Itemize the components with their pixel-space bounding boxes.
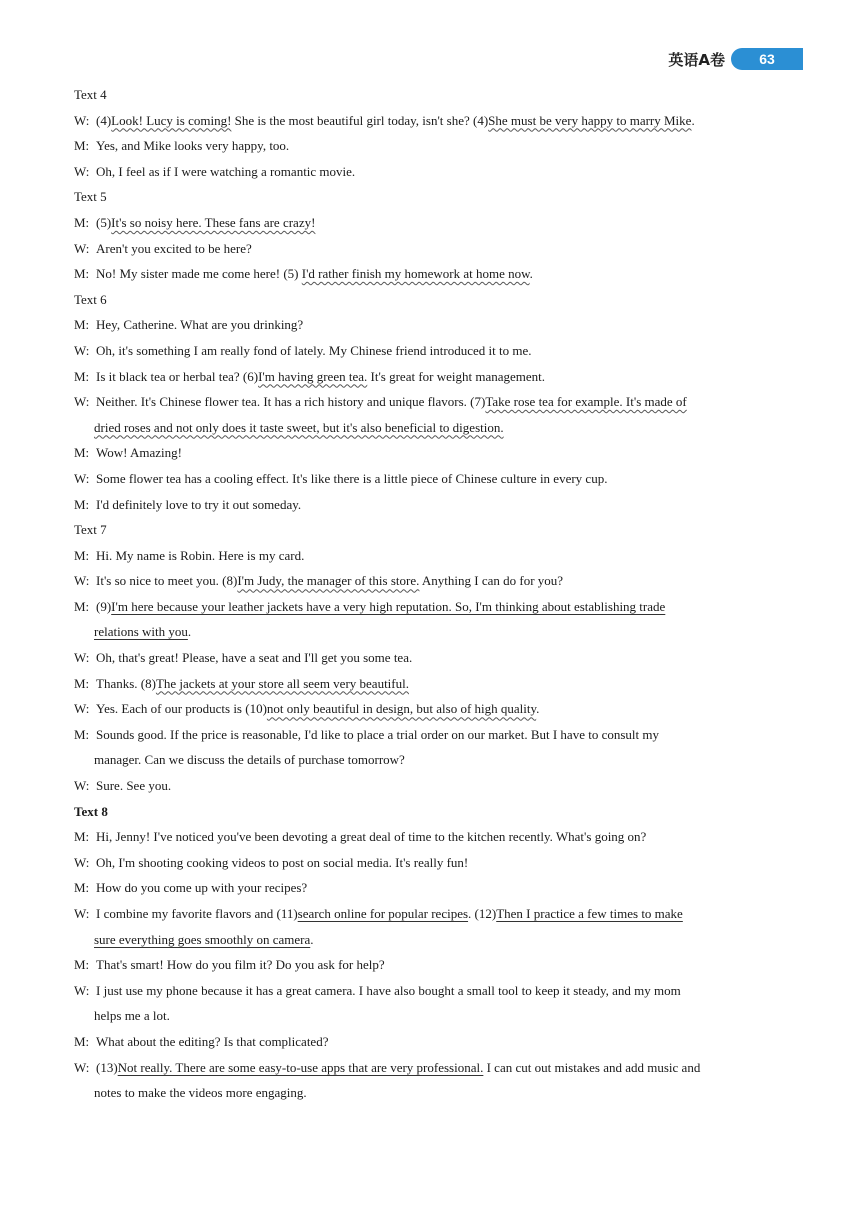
speaker-label: M: [74,598,90,614]
underlined-answer: She must be very happy to marry Mike [488,112,692,128]
dialogue-line [74,543,786,569]
dialogue-line [74,645,786,671]
page-number-badge: 63 [731,48,803,70]
dialogue-line [74,952,786,978]
text-run: Hi. My name is Robin. Here is my card. [96,547,305,563]
dialogue-line [74,773,786,799]
speaker-label: W: [74,112,90,128]
section-title: Text 4 [74,87,107,102]
underlined-answer: I'm Judy, the manager of this store. [237,573,420,589]
dialogue-line [74,568,786,594]
dialogue-line [74,978,786,1004]
section-title: Text 5 [74,189,107,205]
text-run: . [529,266,533,282]
subject-label: 英语A卷 [668,50,725,69]
text-run: . [187,624,192,640]
speaker-label: M: [74,726,90,742]
dialogue-line [74,389,786,415]
text-run: Oh, it's something I am really fond of lately. My Chinese friend introduced it to me. [96,342,532,358]
speaker-label: M: [74,445,90,461]
speaker-label: W: [74,394,90,410]
speaker-label: W: [74,342,90,358]
speaker-label: W: [74,854,90,870]
text-run: . [310,931,314,947]
page-header [668,48,803,70]
underlined-answer: dried roses and not only does it taste sweet, but it's also beneficial to digestion. [94,419,504,435]
dialogue-line [74,492,786,518]
speaker-label: W: [74,1059,90,1075]
underlined-answer: I'm here because your leather jackets have a very high reputation. So, I'm thinking about establishing trade [111,598,666,614]
text-run: Oh, I'm shooting cooking videos to post on social media. It's really fun! [96,854,469,870]
text-run: Anything I can do for you? [419,573,564,589]
dialogue-line [74,696,786,722]
text-run: Aren't you excited to be here? [96,240,252,256]
text-run: notes to make the videos more engaging. [94,1085,307,1101]
dialogue-line [74,236,786,262]
text-run: . [691,112,695,128]
text-run: Yes. Each of our products is (10) [96,701,267,717]
underlined-answer: I'm having green tea. [258,368,368,384]
underlined-answer: not only beautiful in design, but also of high quality [266,701,537,717]
speaker-label: W: [74,240,90,256]
text-run: Wow! Amazing! [96,445,182,461]
underlined-answer: Take rose tea for example. It's made of [485,394,687,410]
underlined-answer: Look! Lucy is coming! [111,112,232,128]
text-run: Neither. It's Chinese flower tea. It has a rich history and unique flavors. (7) [96,394,486,410]
text-run: She is the most beautiful girl today, isn't she? (4) [231,112,489,128]
dialogue-continuation [74,619,786,645]
speaker-label: M: [74,214,90,230]
text-run: manager. Can we discuss the details of purchase tomorrow? [94,752,405,768]
speaker-label: W: [74,470,90,486]
text-run: I can cut out mistakes and add music and [483,1059,701,1075]
speaker-label: M: [74,266,90,282]
underlined-answer: relations with you [94,624,188,640]
dialogue-continuation [74,747,786,773]
dialogue-line [74,850,786,876]
dialogue-line [74,108,786,134]
section-title: Text 7 [74,522,107,538]
text-run: It's so nice to meet you. (8) [96,573,238,589]
dialogue-continuation [74,927,786,953]
section-title: Text 8 [74,803,108,819]
dialogue-line [74,901,786,927]
speaker-label: M: [74,957,90,973]
speaker-label: M: [74,829,90,845]
underlined-answer: It's so noisy here. These fans are crazy! [111,214,316,230]
speaker-label: M: [74,368,90,384]
dialogue-line [74,210,786,236]
text-run: Yes, and Mike looks very happy, too. [96,138,290,154]
speaker-label: W: [74,163,90,179]
text-run: . (12) [468,906,497,921]
underlined-answer: sure everything goes smoothly on camera [94,931,311,947]
text-run: Sure. See you. [96,778,172,794]
dialogue-line [74,594,786,620]
speaker-label: M: [74,138,90,154]
underlined-answer: The jackets at your store all seem very beautiful. [155,675,409,691]
text-run: That's smart! How do you film it? Do you ask for help? [96,957,385,973]
dialogue-line [74,133,786,159]
dialogue-continuation [74,1080,786,1106]
dialogue-line [74,1029,786,1055]
dialogue-line [74,338,786,364]
text-run: (4) [96,112,112,128]
dialogue-continuation [74,415,786,441]
transcript-body [74,82,786,1106]
speaker-label: M: [74,547,90,563]
dialogue-line [74,875,786,901]
dialogue-line [74,159,786,185]
text-run: Oh, that's great! Please, have a seat and I'll get you some tea. [96,650,413,666]
speaker-label: M: [74,496,90,512]
text-run: Hi, Jenny! I've noticed you've been devoting a great deal of time to the kitchen recently. What's going on? [96,829,647,845]
speaker-label: W: [74,906,90,921]
text-run: I combine my favorite flavors and (11) [96,906,298,921]
speaker-label: W: [74,573,90,589]
text-run: What about the editing? Is that complicated? [96,1033,329,1049]
underlined-answer: Then I practice a few times to make [496,906,683,921]
text-run: Oh, I feel as if I were watching a romantic movie. [96,163,356,179]
dialogue-line [74,1055,786,1081]
speaker-label: W: [74,650,90,666]
speaker-label: M: [74,1033,90,1049]
text-run: (9) [96,598,112,614]
text-run: Thanks. (8) [96,675,156,691]
dialogue-line [74,722,786,748]
text-run: It's great for weight management. [367,368,546,384]
speaker-label: M: [74,317,90,333]
text-run: Some flower tea has a cooling effect. It's like there is a little piece of Chinese culture in every cup. [96,470,608,486]
text-run: Sounds good. If the price is reasonable, I'd like to place a trial order on our market. But I have to consult my [96,726,659,742]
underlined-answer: search online for popular recipes [297,906,469,921]
speaker-label: W: [74,778,90,794]
text-run: How do you come up with your recipes? [96,880,308,896]
dialogue-line [74,671,786,697]
speaker-label: W: [74,701,90,717]
speaker-label: M: [74,880,90,896]
dialogue-line [74,364,786,390]
text-run: (5) [96,214,112,230]
speaker-label: W: [74,982,90,998]
text-run: I'd definitely love to try it out someday. [96,496,302,512]
text-run: Hey, Catherine. What are you drinking? [96,317,304,333]
text-run: . [536,701,540,717]
dialogue-line [74,824,786,850]
text-run: No! My sister made me come here! (5) [96,266,302,282]
text-run: I just use my phone because it has a great camera. I have also bought a small tool to keep it steady, and my mom [96,982,681,998]
section-title: Text 6 [74,291,107,307]
dialogue-continuation [74,1003,786,1029]
dialogue-line [74,440,786,466]
dialogue-line [74,261,786,287]
underlined-answer: Not really. There are some easy-to-use apps that are very professional. [117,1059,484,1075]
text-run: (13) [96,1059,118,1075]
dialogue-line [74,312,786,338]
underlined-answer: I'd rather finish my homework at home now [301,266,530,282]
text-run: Is it black tea or herbal tea? (6) [96,368,259,384]
text-run: helps me a lot. [94,1008,170,1024]
dialogue-line [74,466,786,492]
speaker-label: M: [74,675,90,691]
